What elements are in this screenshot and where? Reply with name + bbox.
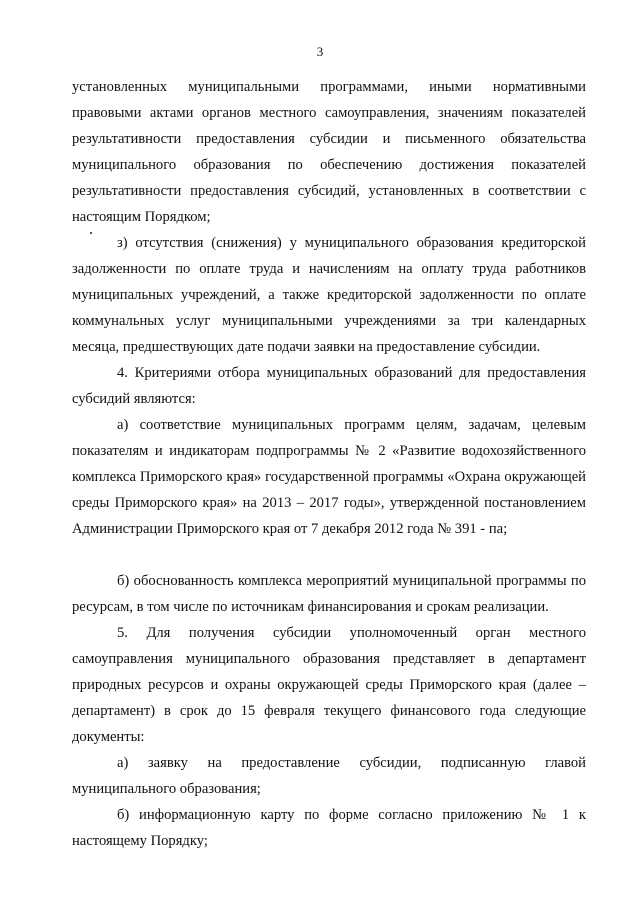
paragraph-item-b-documents: б) информационную карту по форме согласно приложению № 1 к настоящему Порядку; [72,807,586,849]
paragraph-item-a-criteria: а) соответствие муниципальных программ целям, задачам, целевым показателям и индикаторам подпрограммы № 2 «Развитие водохозяйственного комплекса Приморского края» государственной программы «Охрана окружающей среды Приморского края» на 2013 – 2017 годы», утвержденной постановлением Администрации Приморского края от 7 декабря 2012 года № 391 - па; [72,417,586,537]
paragraph-item-b-criteria: б) обоснованность комплекса мероприятий муниципальной программы по ресурсам, в том числе по источникам финансирования и срокам реализации. [72,573,586,615]
paragraph-section-4: 4. Критериями отбора муниципальных образований для предоставления субсидий являются: [72,365,586,407]
page-number: 3 [316,44,324,59]
paragraph-item-z: з) отсутствия (снижения) у муниципального образования кредиторской задолженности по оплате труда и начислениям на оплату труда работников муниципальных учреждений, а также кредиторской задолженности по оплате коммунальных услуг муниципальными учреждениями за три календарных месяца, предшествующих дате подачи заявки на предоставление субсидии. [72,235,586,355]
paragraph-section-5: 5. Для получения субсидии уполномоченный орган местного самоуправления муниципального образования представляет в департамент природных ресурсов и охраны окружающей среды Приморского края (далее – департамент) в срок до 15 февраля текущего финансового года следующие документы: [72,625,586,745]
paragraph-item-a-documents: а) заявку на предоставление субсидии, подписанную главой муниципального образования; [72,755,586,797]
paragraph-continuation: установленных муниципальными программами, иными нормативными правовыми актами органов местного самоуправления, значениям показателей результативности предоставления субсидии и письменного обязательства муниципального образования по обеспечению достижения показателей результативности предоставления субсидий, установленных в соответствии с настоящим Порядком; [72,79,586,225]
